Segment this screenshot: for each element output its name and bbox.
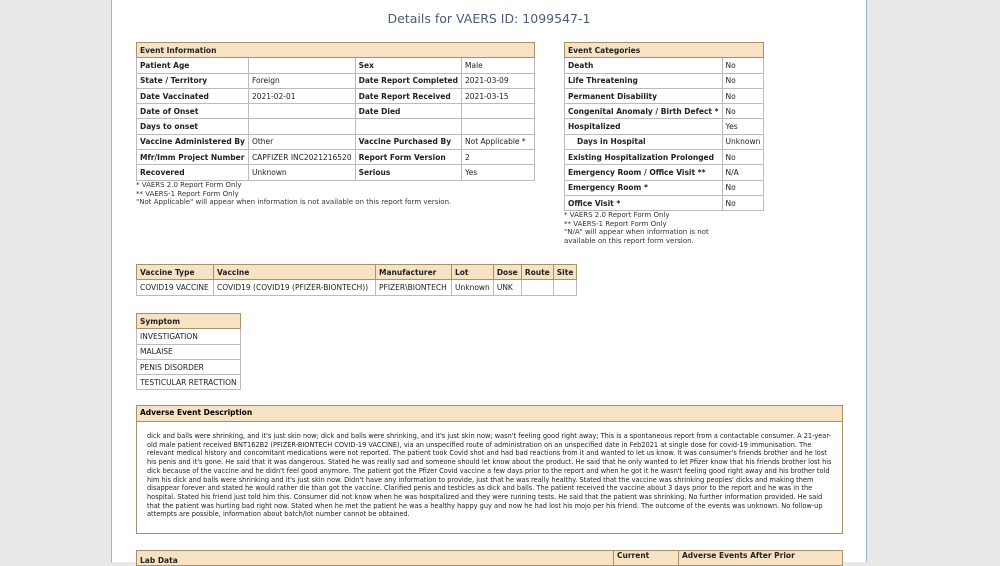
table-row: COVID19 VACCINE COVID19 (COVID19 (PFIZER-BIONTECH)) PFIZER\BIONTECH Unknown UNK xyxy=(137,280,577,295)
vaccine-table: Vaccine Type Vaccine Manufacturer Lot Dose Route Site COVID19 VACCINE COVID19 (COVID19 (PFIZER-BIONTECH)) PFIZER\BIONTECH Unknown UNK xyxy=(136,264,577,296)
table-row: Emergency Room * No xyxy=(565,180,764,195)
event-information-header: Event Information xyxy=(137,43,535,58)
table-row: Vaccine Administered By Other Vaccine Purchased By Not Applicable * xyxy=(137,134,535,149)
event-information-notes: * VAERS 2.0 Report Form Only ** VAERS-1 Report Form Only "Not Applicable" will appear when information is not available on this report form version. xyxy=(136,181,452,207)
table-row: Congenital Anomaly / Birth Defect * No xyxy=(565,104,764,119)
table-row: Recovered Unknown Serious Yes xyxy=(137,165,535,180)
table-row: Office Visit * No xyxy=(565,195,764,210)
list-item: INVESTIGATION xyxy=(137,329,241,344)
event-information-table xyxy=(136,42,535,181)
table-row: Days to onset xyxy=(137,119,535,134)
list-item: PENIS DISORDER xyxy=(137,359,241,374)
table-row: Mfr/Imm Project Number CAPFIZER INC2021216520 Report Form Version 2 xyxy=(137,150,535,165)
adverse-event-text: dick and balls were shrinking, and it's just skin now; dick and balls were shrinking, and it's just skin now; wasn't feeling good right away; This is a spontaneous report from a contactable consumer. A 21-year-old male patient received BNT162B2 (PFIZER-BIONTECH COVID-19 VACCINE), via an unspecified route of administration on an unspecified date in Feb2021 at single dose for covid-19 immunisation. The relevant medical history and concomitant medications were not reported. The patient took Covid shot and had bad reactions from it and wanted to let us know. It was consumer's friends brother and he lost his penis and it's gone. He said that it was dangerous. Stated he was really sad and someone should let know about the product. He said that he only wanted to let Pfizer know that his friends brother lost his dick because of the vaccine and he didn't feel good anymore. The patient got the Pfizer Covid vaccine a few days prior to the report and when he got it he wasn't feeling good right away and his brother told him his dick and balls were shrinking and it's just skin now. Didn't have any information to provide, just that he was really healthy. Stated that the vaccine was shrinking peoples' dicks and making them disappear forever and stated he would rather die than got the vaccine. Clarified penis and testicles as dick and balls. The patient received the vaccine about 3 days prior to the report and he was in the hospital. Stated his friend just told him this. Consumer did not know when he was hospitalized and they were running tests. He said that the patient was shrinking. No further information provided. He said that the patient was hurting bad right now. Stated when he met the patient he was a healthy happy guy and now he had lost his mojo per his friend. The outcome of the events was unknown. No follow-up attempts are possible, information about batch/lot number cannot be obtained. xyxy=(147,432,832,519)
event-categories-table xyxy=(564,42,764,211)
table-row: State / Territory Foreign Date Report Completed 2021-03-09 xyxy=(137,73,535,88)
table-row: Date Vaccinated 2021-02-01 Date Report Received 2021-03-15 xyxy=(137,88,535,103)
table-row: Patient Age Sex Male xyxy=(137,58,535,73)
symptom-table xyxy=(136,313,241,390)
page-title: Details for VAERS ID: 1099547-1 xyxy=(387,11,591,26)
table-row: Existing Hospitalization Prolonged No xyxy=(565,150,764,165)
table-row: Hospitalized Yes xyxy=(565,119,764,134)
list-item: TESTICULAR RETRACTION xyxy=(137,375,241,390)
lab-table: Lab Data Current Adverse Events After Prior xyxy=(136,550,843,566)
table-row: Emergency Room / Office Visit ** N/A xyxy=(565,165,764,180)
adverse-event-description xyxy=(136,405,843,534)
table-row: Permanent Disability No xyxy=(565,88,764,103)
event-categories-notes: * VAERS 2.0 Report Form Only ** VAERS-1 Report Form Only "N/A" will appear when information is not available on this report form version. xyxy=(564,211,709,245)
table-row: Days in Hospital Unknown xyxy=(565,134,764,149)
list-item: MALAISE xyxy=(137,344,241,359)
symptom-header: Symptom xyxy=(137,314,241,329)
adverse-event-header: Adverse Event Description xyxy=(137,406,842,422)
table-row: Date of Onset Date Died xyxy=(137,104,535,119)
report-page xyxy=(111,0,867,566)
table-row: Life Threatening No xyxy=(565,73,764,88)
table-row: Death No xyxy=(565,58,764,73)
event-categories-header: Event Categories xyxy=(565,43,764,58)
